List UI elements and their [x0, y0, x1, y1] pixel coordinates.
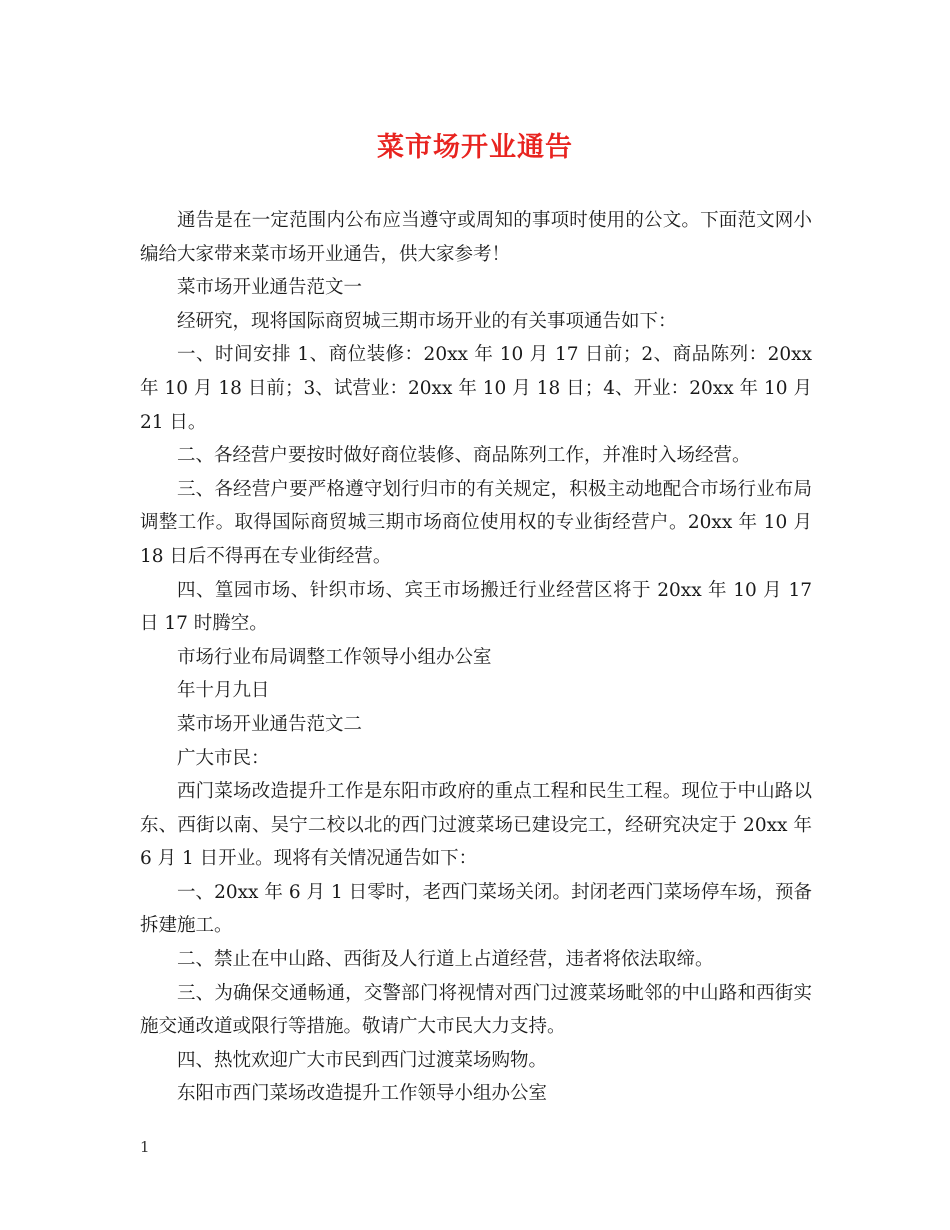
paragraph: 通告是在一定范围内公布应当遵守或周知的事项时使用的公文。下面范文网小编给大家带来菜市场开业通告，供大家参考！	[140, 210, 812, 265]
section-heading: 菜市场开业通告范文二	[177, 713, 363, 735]
paragraph: 三、为确保交通畅通，交警部门将视情对西门过渡菜场毗邻的中山路和西街实施交通改道或限行等措施。敬请广大市民大力支持。	[140, 982, 812, 1038]
paragraph: 经研究，现将国际商贸城三期市场开业的有关事项通告如下：	[177, 310, 677, 332]
paragraph: 三、各经营户要严格遵守划行归市的有关规定，积极主动地配合市场行业布局调整工作。取得国际商贸城三期市场商位使用权的专业街经营户。20xx 年 10 月 18 日后不得再在专业街经营。	[140, 478, 812, 567]
paragraph: 四、热忱欢迎广大市民到西门过渡菜场购物。	[177, 1049, 548, 1071]
paragraph: 一、20xx 年 6 月 1 日零时，老西门菜场关闭。封闭老西门菜场停车场，预备拆建施工。	[140, 881, 812, 937]
salutation: 广大市民：	[177, 747, 270, 769]
date-line: 年十月九日	[177, 680, 270, 702]
signature-line: 东阳市西门菜场改造提升工作领导小组办公室	[177, 1083, 548, 1105]
paragraph: 二、各经营户要按时做好商位装修、商品陈列工作，并准时入场经营。	[177, 445, 751, 467]
document-title: 菜市场开业通告	[377, 132, 573, 163]
paragraph: 四、篁园市场、针织市场、宾王市场搬迁行业经营区将于 20xx 年 10 月 17 日 17 时腾空。	[140, 579, 812, 635]
paragraph: 一、时间安排 1、商位装修：20xx 年 10 月 17 日前；2、商品陈列：20xx 年 10 月 18 日前；3、试营业：20xx 年 10 月 18 日；4、开业：20xx 年 10 月 21 日。	[140, 344, 812, 433]
signature-line: 市场行业布局调整工作领导小组办公室	[177, 646, 492, 668]
document-body	[140, 204, 812, 1111]
section-heading: 菜市场开业通告范文一	[177, 277, 363, 299]
page-number: 1	[140, 1138, 150, 1156]
paragraph: 二、禁止在中山路、西街及人行道上占道经营，违者将依法取缔。	[177, 949, 714, 971]
paragraph: 西门菜场改造提升工作是东阳市政府的重点工程和民生工程。现位于中山路以东、西街以南、吴宁二校以北的西门过渡菜场已建设完工，经研究决定于 20xx 年 6 月 1 日开业。现将有关情况通告如下：	[140, 781, 812, 870]
